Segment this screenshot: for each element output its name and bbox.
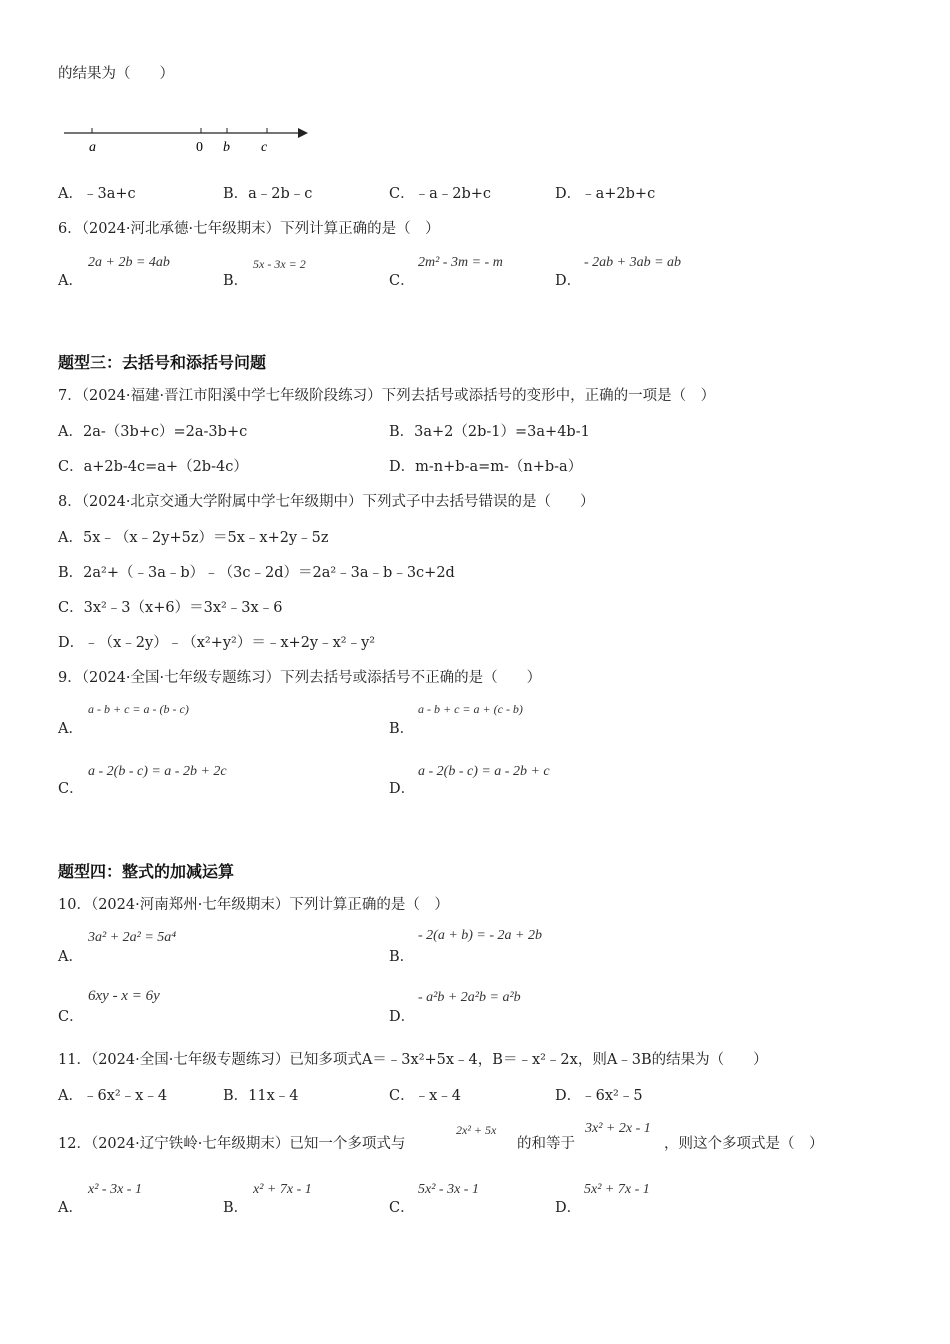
q5-option-d[interactable]: D．﹣a+2b+c <box>555 186 656 202</box>
q9-math-c: a - 2(b - c) = a - 2b + 2c <box>88 764 227 779</box>
q8-option-b[interactable]: B．2a²+（﹣3a﹣b）﹣（3c﹣2d）＝2a²﹣3a﹣b﹣3c+2d <box>58 565 455 581</box>
q5-option-a[interactable]: A．﹣3a+c <box>58 186 136 202</box>
q9-option-c[interactable]: C． <box>58 781 84 797</box>
q10-option-a[interactable]: A． <box>58 949 83 965</box>
q11-option-a[interactable]: A．﹣6x²﹣x﹣4 <box>58 1088 168 1104</box>
q8-option-a[interactable]: A．5x﹣（x﹣2y+5z）＝5x﹣x+2y﹣5z <box>58 530 329 546</box>
q12-option-a[interactable]: A． <box>58 1200 83 1216</box>
q10-math-a: 3a² + 2a² = 5a⁴ <box>88 930 177 945</box>
q10-math-c: 6xy - x = 6y <box>88 988 160 1004</box>
q9-option-d[interactable]: D． <box>389 781 416 797</box>
q10-stem: 10．（2024·河南郑州·七年级期末）下列计算正确的是（ ） <box>58 897 449 913</box>
q12-option-c[interactable]: C． <box>389 1200 415 1216</box>
q6-option-a[interactable]: A． <box>58 273 83 289</box>
q12-expr-2: 3x² + 2x - 1 <box>585 1121 651 1136</box>
q10-math-d: - a²b + 2a²b = a²b <box>418 990 521 1005</box>
q7-option-d[interactable]: D．m-n+b-a=m-（n+b-a） <box>389 459 583 475</box>
q10-option-b[interactable]: B． <box>389 949 415 965</box>
q11-option-d[interactable]: D．﹣6x²﹣5 <box>555 1088 643 1104</box>
q6-option-b[interactable]: B． <box>223 273 249 289</box>
section-title-4: 题型四：整式的加减运算 <box>58 862 235 881</box>
q12-math-a: x² - 3x - 1 <box>88 1182 142 1197</box>
q6-option-c[interactable]: C． <box>389 273 415 289</box>
q7-option-a[interactable]: A．2a-（3b+c）=2a-3b+c <box>58 424 248 440</box>
q10-math-b: - 2(a + b) = - 2a + 2b <box>418 928 542 943</box>
q7-stem: 7．（2024·福建·晋江市阳溪中学七年级阶段练习）下列去括号或添括号的变形中，正确的一项是（ ） <box>58 388 716 404</box>
q10-option-c[interactable]: C． <box>58 1009 84 1025</box>
q10-option-d[interactable]: D． <box>389 1009 416 1025</box>
q6-stem: 6．（2024·河北承德·七年级期末）下列计算正确的是（ ） <box>58 221 440 237</box>
q9-math-b: a - b + c = a + (c - b) <box>418 702 523 716</box>
q12-math-d: 5x² + 7x - 1 <box>584 1182 650 1197</box>
label-0: 0 <box>196 140 203 155</box>
q7-option-b[interactable]: B．3a+2（2b-1）=3a+4b-1 <box>389 424 590 440</box>
q12-stem-b: 的和等于 <box>517 1136 575 1152</box>
q6-math-b: 5x - 3x = 2 <box>253 257 306 271</box>
q11-option-b[interactable]: B．11x﹣4 <box>223 1088 299 1104</box>
q5-option-c[interactable]: C．﹣a﹣2b+c <box>389 186 492 202</box>
label-c: c <box>261 140 268 155</box>
label-a: a <box>89 140 96 155</box>
q12-option-d[interactable]: D． <box>555 1200 582 1216</box>
q7-option-c[interactable]: C．a+2b-4c=a+（2b-4c） <box>58 459 248 475</box>
q12-expr-1: 2x² + 5x <box>456 1123 497 1137</box>
q8-stem: 8．（2024·北京交通大学附属中学七年级期中）下列式子中去括号错误的是（ ） <box>58 494 595 510</box>
q6-option-d[interactable]: D． <box>555 273 582 289</box>
label-b: b <box>223 140 230 155</box>
q5-option-b[interactable]: B．a﹣2b﹣c <box>223 186 313 202</box>
q9-option-b[interactable]: B． <box>389 721 415 737</box>
q8-option-c[interactable]: C．3x²﹣3（x+6）＝3x²﹣3x﹣6 <box>58 600 283 616</box>
q6-math-c: 2m² - 3m = - m <box>418 255 503 270</box>
q8-option-d[interactable]: D．﹣（x﹣2y）﹣（x²+y²）＝﹣x+2y﹣x²﹣y² <box>58 635 376 651</box>
q9-math-d: a - 2(b - c) = a - 2b + c <box>418 764 550 779</box>
q11-stem: 11．（2024·全国·七年级专题练习）已知多项式A＝﹣3x²+5x﹣4，B＝﹣x²﹣2x，则A﹣3B的结果为（ ） <box>58 1052 768 1068</box>
q12-math-b: x² + 7x - 1 <box>253 1182 312 1197</box>
q9-math-a: a - b + c = a - (b - c) <box>88 702 189 716</box>
q5-stem: 的结果为（ ） <box>58 66 174 82</box>
q12-option-b[interactable]: B． <box>223 1200 249 1216</box>
arrow-icon <box>298 128 308 138</box>
number-line <box>62 122 312 156</box>
section-title-3: 题型三：去括号和添括号问题 <box>58 353 267 372</box>
q6-math-a: 2a + 2b = 4ab <box>88 255 170 270</box>
q6-math-d: - 2ab + 3ab = ab <box>584 255 682 270</box>
q9-option-a[interactable]: A． <box>58 721 83 737</box>
q12-stem-c: ，则这个多项式是（ ） <box>664 1136 824 1152</box>
q12-stem-a: 12．（2024·辽宁铁岭·七年级期末）已知一个多项式与 <box>58 1136 406 1152</box>
q11-option-c[interactable]: C．﹣x﹣4 <box>389 1088 461 1104</box>
q12-math-c: 5x² - 3x - 1 <box>418 1182 479 1197</box>
q9-stem: 9．（2024·全国·七年级专题练习）下列去括号或添括号不正确的是（ ） <box>58 670 542 686</box>
